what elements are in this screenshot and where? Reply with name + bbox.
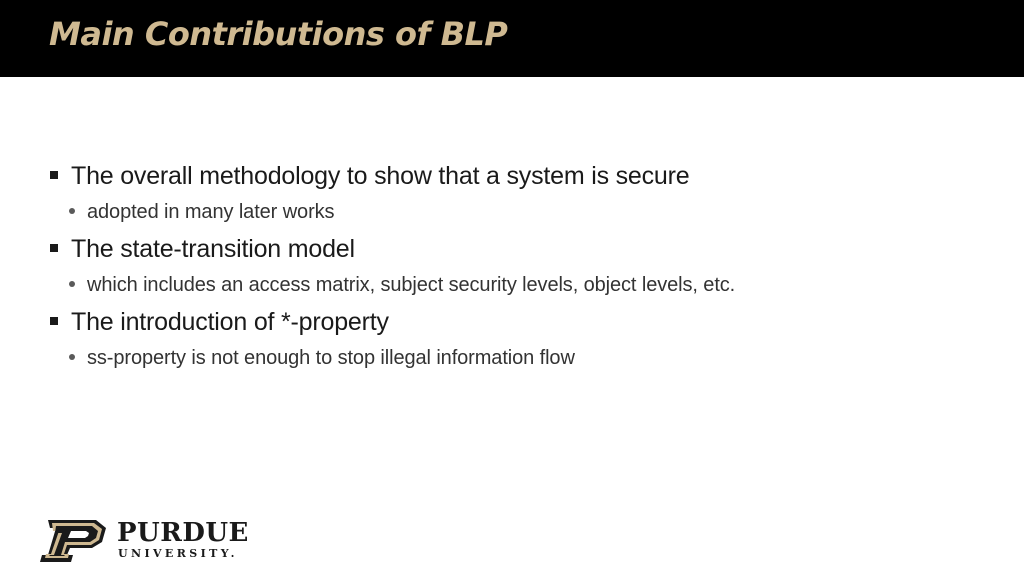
bullet-list	[50, 158, 990, 377]
sub-bullet-text: adopted in many later works	[87, 201, 335, 223]
bullet-item	[50, 231, 990, 267]
purdue-p-logo-icon	[40, 520, 108, 562]
square-bullet-icon	[50, 244, 58, 252]
sub-bullet-item	[50, 194, 990, 231]
title-bar	[0, 0, 1024, 77]
slide-title: Main Contributions of BLP	[49, 15, 508, 53]
dot-bullet-icon	[69, 354, 75, 360]
dot-bullet-icon	[69, 208, 75, 214]
bullet-text: The introduction of *-property	[71, 308, 389, 336]
sub-bullet-text: ss-property is not enough to stop illegal information flow	[87, 347, 575, 369]
bullet-text: The overall methodology to show that a system is secure	[71, 162, 690, 190]
logo-subtitle: UNIVERSITY.	[118, 547, 238, 560]
bullet-item	[50, 158, 990, 194]
square-bullet-icon	[50, 317, 58, 325]
bullet-text: The state-transition model	[71, 235, 355, 263]
sub-bullet-item	[50, 340, 990, 377]
square-bullet-icon	[50, 171, 58, 179]
dot-bullet-icon	[69, 281, 75, 287]
sub-bullet-item	[50, 267, 990, 304]
purdue-logo	[40, 520, 250, 562]
sub-bullet-text: which includes an access matrix, subject security levels, object levels, etc.	[87, 274, 736, 296]
bullet-item	[50, 304, 990, 340]
logo-wordmark: PURDUE	[117, 518, 249, 548]
